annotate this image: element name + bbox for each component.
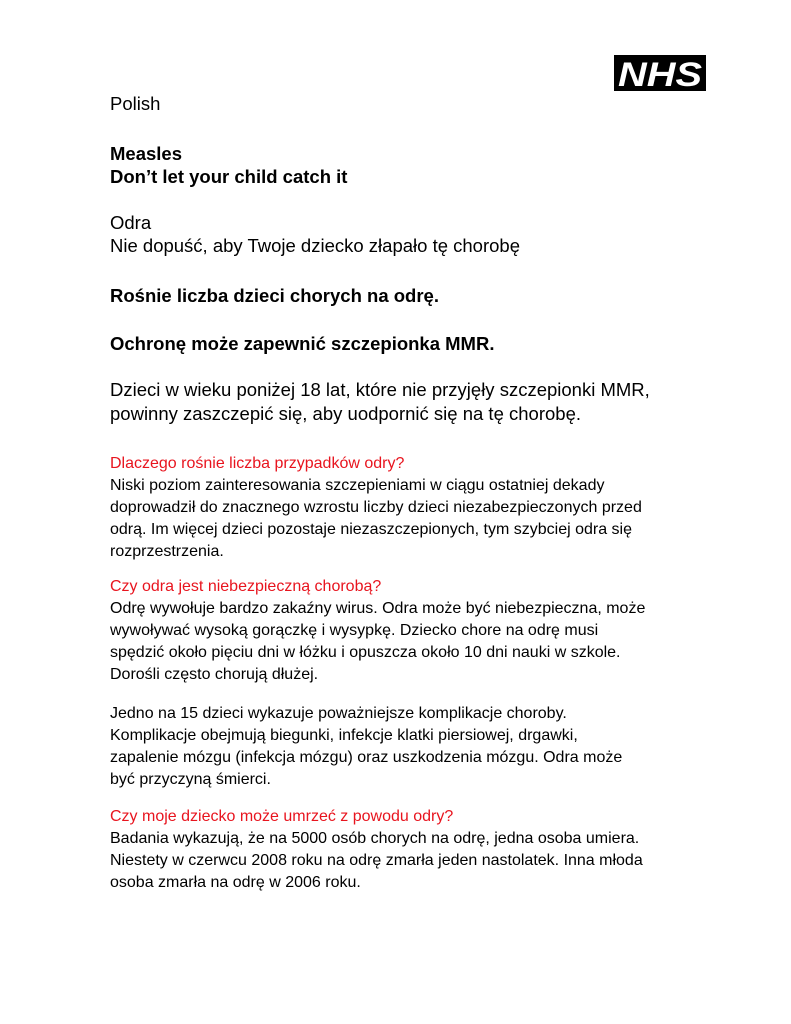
english-subtitle-line: Don’t let your child catch it: [110, 166, 348, 187]
nhs-logo: [614, 55, 706, 91]
section-why-cases-rise: [110, 453, 642, 563]
section-line: osoba zmarła na odrę w 2006 roku.: [110, 874, 361, 891]
section-line: Niski poziom zainteresowania szczepieniami w ciągu ostatniej dekady: [110, 477, 605, 494]
section-line: Jedno na 15 dzieci wykazuje poważniejsze komplikacje choroby.: [110, 705, 567, 722]
section-question: Czy moje dziecko może umrzeć z powodu odry?: [110, 808, 454, 825]
section-line: Odrę wywołuje bardzo zakaźny wirus. Odra może być niebezpieczna, może: [110, 600, 646, 617]
intro-line: Dzieci w wieku poniżej 18 lat, które nie przyjęły szczepionki MMR,: [110, 379, 650, 400]
section-line: spędzić około pięciu dni w łóżku i opuszcza około 10 dni nauki w szkole.: [110, 644, 621, 661]
language-label: Polish: [110, 93, 161, 114]
section-line: wywoływać wysoką gorączkę i wysypkę. Dziecko chore na odrę musi: [110, 622, 599, 639]
section-is-measles-dangerous: [110, 576, 645, 686]
nhs-logo-text: NHS: [618, 56, 703, 91]
section-can-child-die: [110, 806, 643, 894]
lead-statement: Rośnie liczba dzieci chorych na odrę.: [110, 285, 439, 306]
intro-line: powinny zaszczepić się, aby uodpornić się na tę chorobę.: [110, 403, 581, 424]
lead-statement: Ochronę może zapewnić szczepionka MMR.: [110, 333, 495, 354]
english-title-line: Measles: [110, 143, 182, 164]
section-line: Badania wykazują, że na 5000 osób chorych na odrę, jedna osoba umiera.: [110, 830, 640, 847]
section-line: Dorośli często chorują dłużej.: [110, 666, 319, 683]
section-line: doprowadził do znacznego wzrostu liczby dzieci niezabezpieczonych przed: [110, 499, 642, 516]
english-title: [110, 142, 347, 188]
section-line: odrą. Im więcej dzieci pozostaje niezaszczepionych, tym szybciej odra się: [110, 521, 633, 538]
section-line: Komplikacje obejmują biegunki, infekcje klatki piersiowej, drgawki,: [110, 727, 578, 744]
section-question: Dlaczego rośnie liczba przypadków odry?: [110, 455, 405, 472]
section-question: Czy odra jest niebezpieczną chorobą?: [110, 578, 382, 595]
section-line: rozprzestrzenia.: [110, 543, 224, 560]
intro-paragraph: [110, 378, 650, 426]
polish-subtitle-line: Nie dopuść, aby Twoje dziecko złapało tę chorobę: [110, 235, 520, 256]
polish-title: [110, 211, 520, 257]
section-line: zapalenie mózgu (infekcja mózgu) oraz uszkodzenia mózgu. Odra może: [110, 749, 623, 766]
section-complications: [110, 703, 622, 791]
polish-title-line: Odra: [110, 212, 152, 233]
section-line: Niestety w czerwcu 2008 roku na odrę zmarła jeden nastolatek. Inna młoda: [110, 852, 643, 869]
section-line: być przyczyną śmierci.: [110, 771, 271, 788]
